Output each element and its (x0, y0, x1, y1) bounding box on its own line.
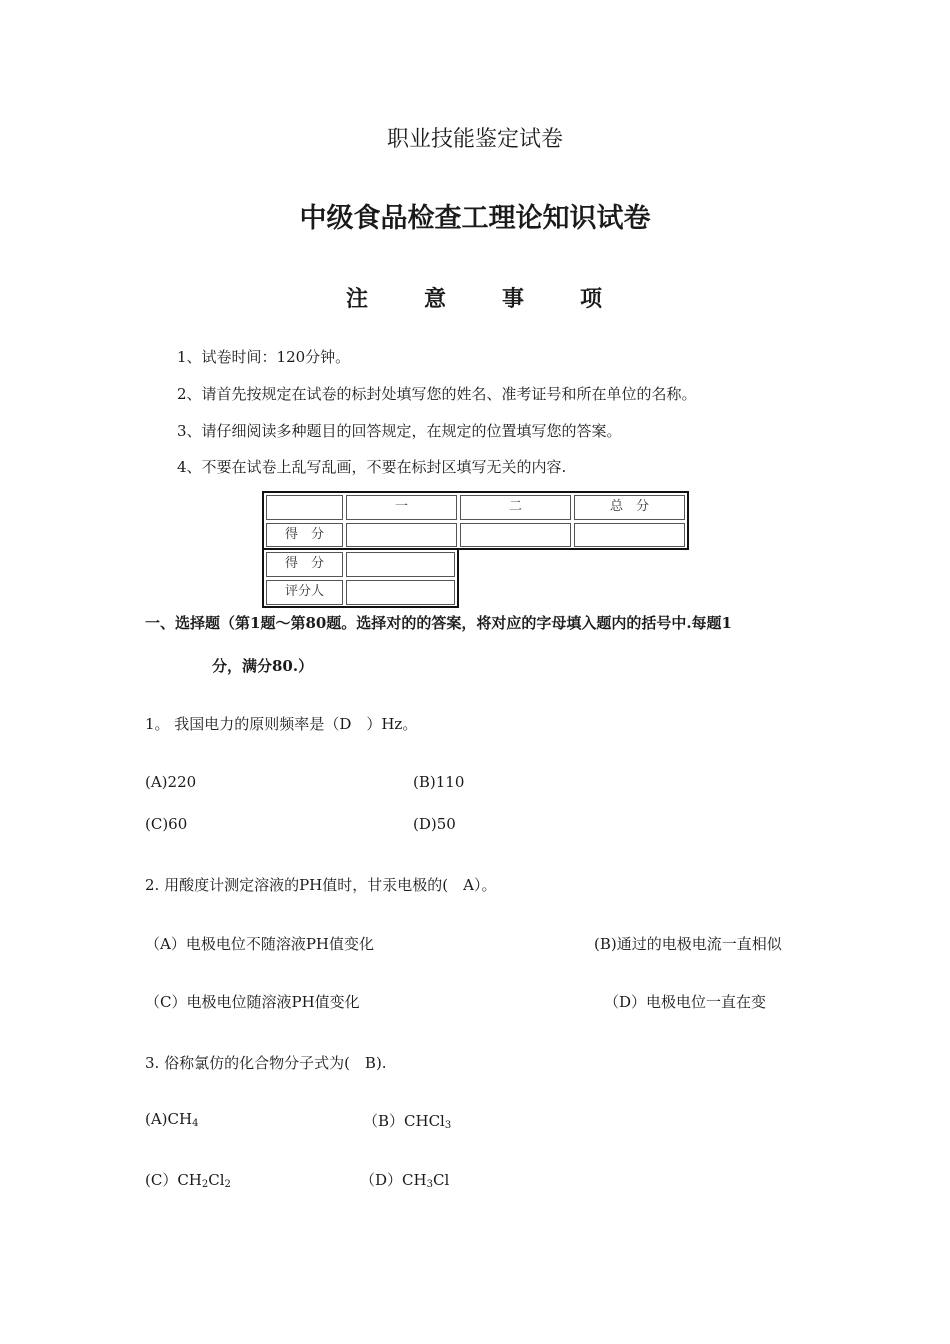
option-d: $(D)CH_3Cl$ (360, 1171, 450, 1190)
note-item: 2、请首先按规定在试卷的标封处填写您的姓名、准考证号和所在单位的名称。 (177, 385, 697, 403)
option-b: （B）CHCl$_3$ (363, 1112, 452, 1131)
option-c: （C）电极电位随溶液PH值变化 (145, 993, 360, 1011)
notice-char: 项 (580, 286, 603, 312)
exam-subtitle: 职业技能鉴定试卷 (386, 127, 563, 152)
option-a: (A)220 (145, 773, 197, 791)
table-row-label: 得 分 (266, 552, 343, 577)
option-b: (B)110 (413, 773, 465, 791)
notice-char: 事 (502, 286, 525, 312)
exam-title: 中级食品检查工理论知识试卷 (299, 203, 651, 234)
notice-char: 意 (424, 286, 447, 312)
table-header-cell: 总 分 (574, 495, 685, 520)
score-entry-cell[interactable] (574, 523, 685, 547)
notice-char: 注 (346, 286, 369, 312)
section-heading-cont: 分，满分80.） (212, 657, 314, 675)
table-corner-cell (266, 495, 343, 520)
note-item: 3、请仔细阅读多种题目的回答规定，在规定的位置填写您的答案。 (177, 422, 622, 440)
option-a: $(A)CH_4$ (145, 1110, 199, 1129)
grader-table (262, 548, 459, 608)
option-d: (D)50 (413, 815, 456, 833)
option-c: (C)60 (145, 815, 188, 833)
score-table (262, 491, 689, 550)
score-entry-cell[interactable] (346, 552, 455, 577)
score-entry-cell[interactable] (346, 523, 457, 547)
option-c: $(C)CH_2Cl_2$ (145, 1171, 231, 1190)
option-b: (B)通过的电极电流一直相似 (594, 935, 782, 953)
table-header-cell: 二 (460, 495, 571, 520)
note-item: 1、试卷时间：120分钟。 (177, 348, 351, 366)
table-header-cell: 一 (346, 495, 457, 520)
question-stem: 3. 俗称氯仿的化合物分子式为( B). (145, 1054, 387, 1072)
option-a: （A）电极电位不随溶液PH值变化 (145, 935, 375, 953)
question-stem: 1。 我国电力的原则频率是（D ）Hz。 (145, 715, 418, 733)
question-stem: 2. 用酸度计测定溶液的PH值时，甘汞电极的( A）。 (145, 876, 497, 894)
note-item: 4、不要在试卷上乱写乱画，不要在标封区填写无关的内容. (177, 458, 567, 476)
option-d: （D）电极电位一直在变 (604, 993, 767, 1011)
table-row-label: 评分人 (266, 580, 343, 605)
table-row-label: 得 分 (266, 523, 343, 547)
section-heading: 一、选择题（第1题～第80题。选择对的的答案，将对应的字母填入题内的括号中.每题1 (145, 614, 732, 632)
grader-entry-cell[interactable] (346, 580, 455, 605)
score-entry-cell[interactable] (460, 523, 571, 547)
